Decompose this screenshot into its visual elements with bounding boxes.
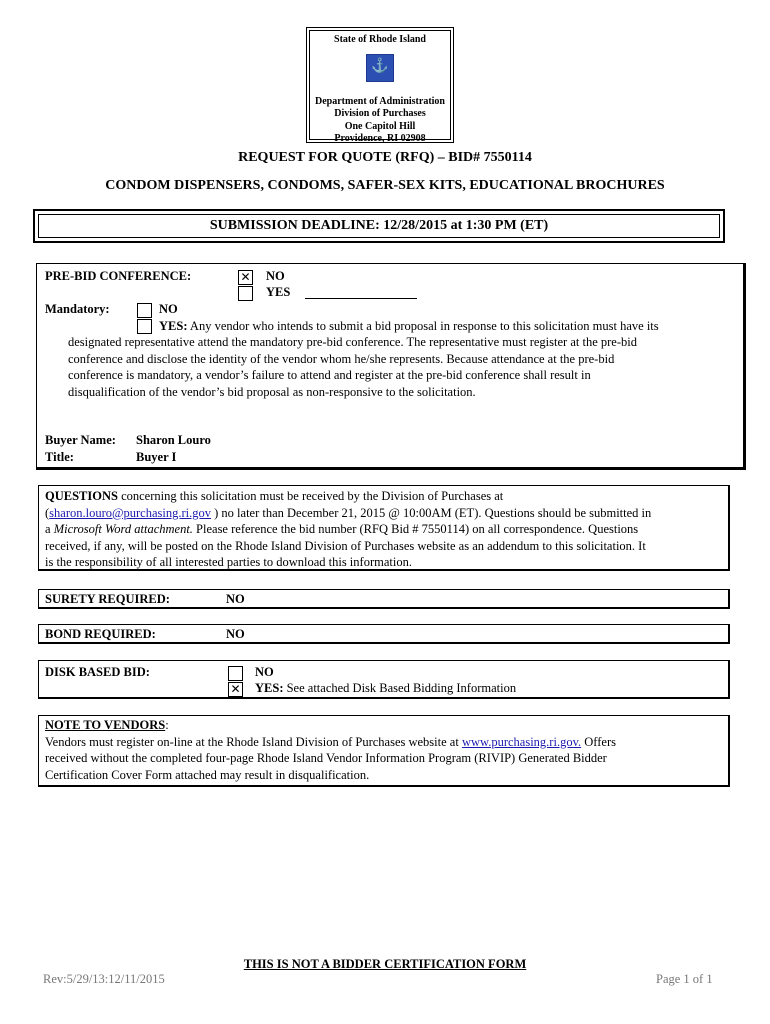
surety-value: NO bbox=[226, 592, 245, 606]
address-line-2: Providence, RI 02908 bbox=[334, 133, 426, 144]
mandatory-yes-checkbox[interactable] bbox=[137, 319, 152, 334]
questions-line-5: is the responsibility of all interested parties to download this information. bbox=[45, 555, 412, 569]
page-subtitle: CONDOM DISPENSERS, CONDOMS, SAFER-SEX KITS, EDUCATIONAL BROCHURES bbox=[105, 178, 665, 193]
disk-yes-label: YES: bbox=[255, 681, 284, 695]
vendors-line-3: Certification Cover Form attached may result in disqualification. bbox=[45, 767, 370, 782]
deadline-text: SUBMISSION DEADLINE: 12/28/2015 at 1:30 PM (ET) bbox=[38, 214, 720, 238]
vendors-heading-line: NOTE TO VENDORS: bbox=[45, 718, 169, 732]
prebid-date-line bbox=[305, 298, 417, 299]
bond-label: BOND REQUIRED: bbox=[45, 627, 156, 641]
buyer-name-label: Buyer Name: bbox=[45, 433, 116, 447]
bond-section bbox=[38, 624, 730, 644]
vendors-line-1-text: Vendors must register on-line at the Rhode Island Division of Purchases website at bbox=[45, 734, 462, 749]
header-inner bbox=[309, 30, 451, 144]
vendors-section bbox=[38, 715, 730, 787]
disk-no-label: NO bbox=[255, 665, 274, 679]
disk-yes-text: See attached Disk Based Bidding Information bbox=[286, 681, 517, 695]
questions-heading: QUESTIONS bbox=[45, 489, 118, 503]
revision-text: Rev:5/29/13:12/11/2015 bbox=[43, 972, 165, 986]
division-name: Division of Purchases bbox=[334, 108, 426, 119]
header-box bbox=[306, 27, 454, 143]
disk-yes-line bbox=[255, 681, 516, 696]
mandatory-label: Mandatory: bbox=[45, 302, 110, 316]
prebid-label: PRE-BID CONFERENCE: bbox=[45, 269, 192, 283]
prebid-no-checkbox[interactable]: ✕ bbox=[238, 270, 253, 285]
state-name: State of Rhode Island bbox=[334, 34, 426, 45]
prebid-yes-checkbox[interactable] bbox=[238, 286, 253, 301]
buyer-title-label: Title: bbox=[45, 450, 74, 464]
mandatory-text-line: conference and disclose the identity of the vendor whom he/she represents. Because attendance at the pre-bid bbox=[68, 351, 615, 366]
questions-line-3 bbox=[45, 521, 728, 538]
mandatory-yes-line bbox=[159, 318, 739, 335]
questions-section bbox=[38, 485, 730, 571]
deadline-box bbox=[33, 209, 725, 243]
questions-line-4: received, if any, will be posted on the Rhode Island Division of Purchases website as an addendum to this solicitation. It bbox=[45, 538, 646, 553]
questions-line-3-italic: Microsoft Word attachment. bbox=[53, 522, 193, 536]
questions-line-2: (sharon.louro@purchasing.ri.gov ) no later than December 21, 2015 @ 10:00AM (ET). Questions should be submitted in bbox=[45, 505, 652, 520]
rhode-island-seal-icon: ⚓ bbox=[366, 54, 394, 82]
surety-label: SURETY REQUIRED: bbox=[45, 592, 170, 606]
mandatory-no-checkbox[interactable] bbox=[137, 303, 152, 318]
questions-line-2-text: ) no later than December 21, 2015 @ 10:00AM (ET). Questions should be submitted in bbox=[211, 505, 652, 520]
disk-section bbox=[38, 660, 730, 699]
questions-line-3-text: Please reference the bid number (RFQ Bid # 7550114) on all correspondence. Questions bbox=[192, 522, 639, 536]
prebid-yes-label: YES bbox=[266, 285, 291, 299]
vendors-heading: NOTE TO VENDORS bbox=[45, 718, 166, 732]
questions-line-3-prefix: a bbox=[45, 522, 54, 536]
mandatory-yes-text: Any vendor who intends to submit a bid proposal in response to this solicitation must have its bbox=[189, 319, 659, 333]
questions-line-1 bbox=[45, 488, 728, 505]
mandatory-no-label: NO bbox=[159, 302, 178, 316]
disk-yes-checkbox[interactable]: ✕ bbox=[228, 682, 243, 697]
certification-notice: THIS IS NOT A BIDDER CERTIFICATION FORM bbox=[243, 957, 527, 971]
vendors-line-1-rest: Offers bbox=[581, 734, 616, 749]
mandatory-yes-label: YES: bbox=[159, 319, 188, 333]
prebid-section bbox=[36, 263, 746, 470]
mandatory-text-line: designated representative attend the mandatory pre-bid conference. The representative must register at the pre-bid bbox=[68, 335, 637, 349]
mandatory-text-line: disqualification of the vendor’s bid proposal as non-responsive to the solicitation. bbox=[68, 384, 476, 399]
mandatory-text bbox=[68, 334, 738, 400]
prebid-no-label: NO bbox=[266, 269, 285, 283]
page-title: REQUEST FOR QUOTE (RFQ) – BID# 7550114 bbox=[238, 150, 532, 165]
department-name: Department of Administration bbox=[315, 95, 445, 107]
disk-label: DISK BASED BID: bbox=[45, 665, 150, 679]
vendors-line-2: received without the completed four-page Rhode Island Vendor Information Program (RIVIP) Generated Bidder bbox=[45, 751, 607, 765]
mandatory-text-line: conference is mandatory, a vendor’s failure to attend and register at the pre-bid conference shall result in bbox=[68, 368, 591, 382]
vendors-line-1 bbox=[45, 734, 728, 751]
buyer-name-value: Sharon Louro bbox=[136, 433, 211, 447]
questions-line-1-text: concerning this solicitation must be received by the Division of Purchases at bbox=[117, 489, 504, 503]
disk-no-checkbox[interactable] bbox=[228, 666, 243, 681]
bond-value: NO bbox=[226, 627, 245, 641]
purchasing-website-link[interactable]: www.purchasing.ri.gov. bbox=[461, 734, 582, 749]
page-number: Page 1 of 1 bbox=[656, 972, 713, 986]
buyer-email-link[interactable]: sharon.louro@purchasing.ri.gov bbox=[49, 505, 212, 520]
address-line-1: One Capitol Hill bbox=[344, 120, 416, 132]
surety-section bbox=[38, 589, 730, 609]
buyer-title-value: Buyer I bbox=[136, 450, 177, 464]
